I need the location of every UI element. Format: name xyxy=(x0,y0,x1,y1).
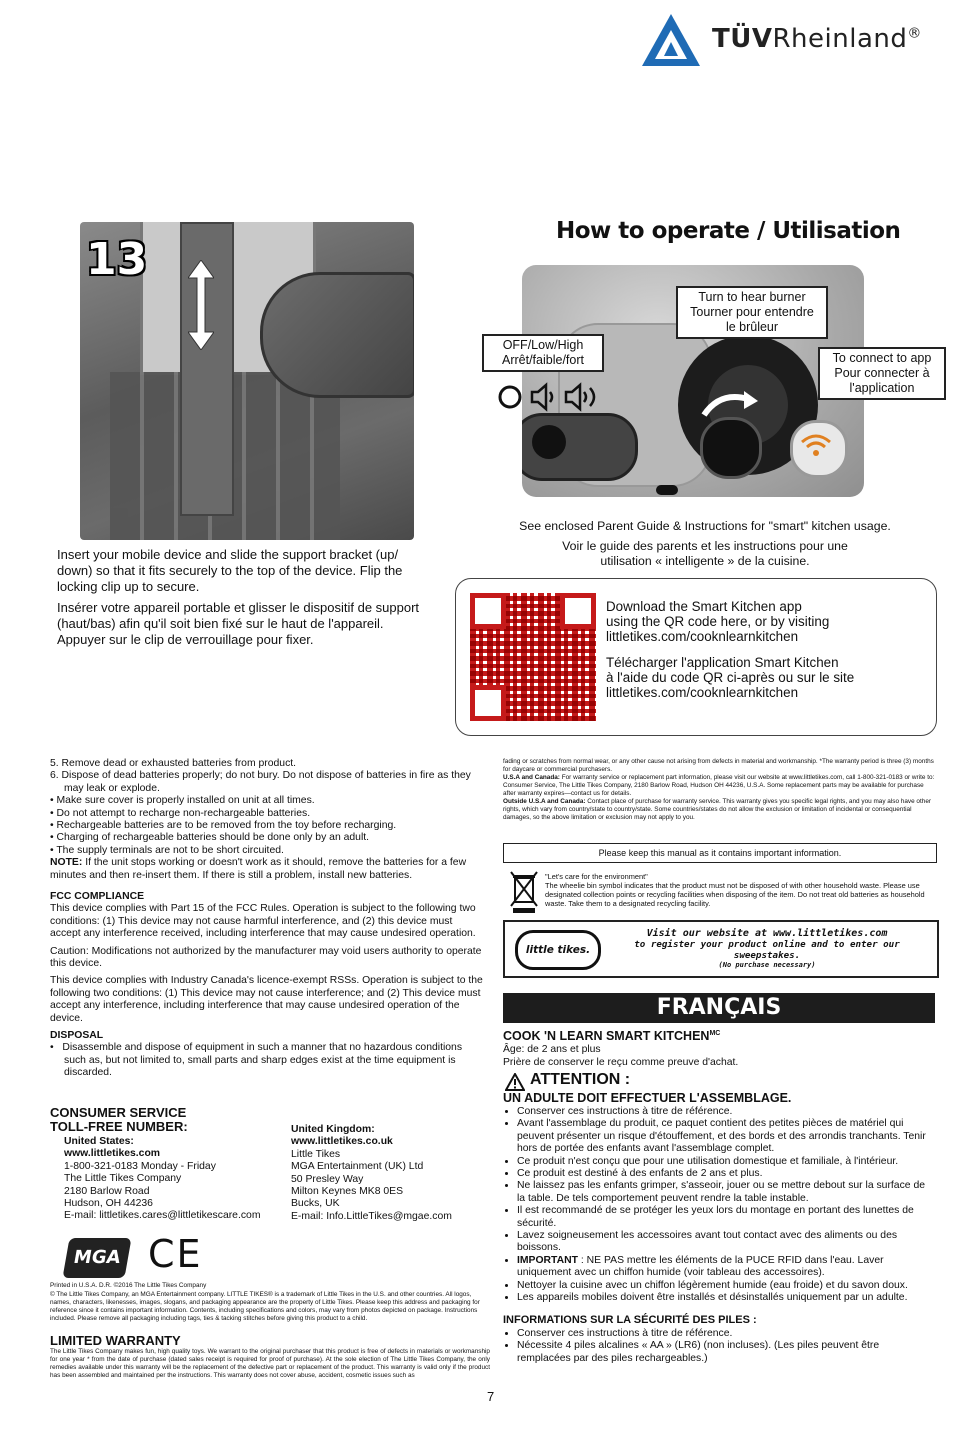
uk-line: 50 Presley Way xyxy=(291,1173,364,1185)
zoom-detail xyxy=(260,272,414,398)
up-down-arrow-icon xyxy=(188,260,214,350)
qr-text-en: Download the Smart Kitchen app using the QR code here, or by visiting littletikes.com/cooknlearnkitchen xyxy=(606,599,830,644)
disposal-text: • Disassemble and dispose of equipment in such a manner that no hazardous conditions such as, but not limited to, small parts and sharp edges exist at the time equipment is discarded. xyxy=(50,1042,463,1079)
qr-text-fr: Télécharger l'application Smart Kitchen à l'aide du code QR ci-après ou sur le site littletikes.com/cooknlearnkitchen xyxy=(606,655,855,700)
fr-item: • Ne laissez pas les enfants grimper, s'asseoir, jouer ou se mettre debout sur la surface de la table. De tels comportement peuvent rendre la table instable. xyxy=(517,1180,935,1205)
caution-text: Caution: Modifications not authorized by the manufacturer may void users authority to operate this device. xyxy=(50,945,482,970)
operate-caption-en: See enclosed Parent Guide & Instructions for "smart" kitchen usage. xyxy=(519,519,891,533)
uk-heading: United Kingdom: xyxy=(291,1124,375,1135)
fcc-section xyxy=(50,891,484,1080)
uk-line: Little Tikes xyxy=(291,1148,341,1160)
fr-battery-list xyxy=(503,1328,935,1365)
battery-item: • Do not attempt to recharge non-rechargeable batteries. xyxy=(50,807,311,819)
warranty-heading: LIMITED WARRANTY xyxy=(50,1333,181,1348)
mga-text: MGA xyxy=(71,1247,123,1268)
tuv-triangle-icon xyxy=(640,12,702,68)
step-photo xyxy=(80,222,414,540)
us-email[interactable]: E-mail: littletikes.cares@littletikescare.com xyxy=(64,1210,261,1222)
fr-item: • Lavez soigneusement les accessoires avant tout contact avec des aliments ou des boissons. xyxy=(517,1230,935,1255)
battery-item: • Make sure cover is properly installed on unit at all times. xyxy=(50,795,315,807)
keep-manual-text: Please keep this manual as it contains important information. xyxy=(598,848,842,858)
attention-heading: ATTENTION : xyxy=(530,1071,631,1088)
qr-code[interactable] xyxy=(470,593,596,721)
us-contact xyxy=(64,1136,284,1223)
step-text-en: Insert your mobile device and slide the support bracket (up/ down) so that it fits securely to the top of the device. Flip the locking clip up to secure. xyxy=(57,547,403,594)
fr-item: • Avant l'assemblage du produit, ce paquet contient des petites pièces de matériel qui peuvent présenter un risque d'étouffement, et des bords et des arrondis tranchants. Tenir hors de portée des enfants avant l'assemblage complet. xyxy=(517,1118,935,1155)
usa-canada: U.S.A and Canada: For warranty service or replacement part information, please visit our website at www.littletikes.com, call 1-800-321-0183 or write to: Consumer Service, The Little Tikes Company, 2180 Barlow Road, Hudson OH 44236, U.S.A. Some replacement parts may be available for purchase after warranty expires—contact us for details. xyxy=(503,774,935,797)
qr-box xyxy=(455,578,937,736)
mc-mark: MC xyxy=(709,1029,721,1037)
fr-item: • Il est recommandé de se protéger les yeux lors du montage en portant des lunettes de sécurité. xyxy=(517,1205,935,1230)
register-box xyxy=(503,920,939,978)
disposal-heading: DISPOSAL xyxy=(50,1030,104,1042)
env-title: "Let's care for the environment" xyxy=(545,872,648,881)
fr-item: • Ce produit n'est conçu que pour une utilisation domestique et familiale, à l'intérieur. xyxy=(517,1156,935,1168)
outside-usa: Outside U.S.A and Canada: Contact place of purchase for warranty service. This warranty gives you specific legal rights, and you may also have other rights, which vary from country/state to country/state. Some countries/states do not allow the exclusion or limitation of incidental or consequential damages, so the above limitation or exclusion may not apply to you. xyxy=(503,798,931,821)
callout-mode: OFF/Low/High Arrêt/faible/fort xyxy=(482,334,604,372)
step-text-fr: Insérer votre appareil portable et glisser le dispositif de support (haut/bas) afin qu'il soit bien fixé sur le haut de l'appareil. Appuyer sur le clip de verrouillage pour fixer. xyxy=(57,600,420,647)
fr-battery-item: • Conserver ces instructions à titre de référence. xyxy=(517,1328,935,1340)
battery-item: • The supply terminals are not to be short circuited. xyxy=(50,844,284,856)
fr-item: • Nettoyer la cuisine avec un chiffon légèrement humide (eau froide) et du savon doux. xyxy=(517,1280,935,1292)
callout-app: To connect to app Pour connecter à l'application xyxy=(818,347,946,400)
visit-text xyxy=(605,928,929,969)
warranty-text: The Little Tikes Company makes fun, high quality toys. We warrant to the original purchaser that this product is free of defects in materials or workmanship for one year * from the date of purchase (dated sales receipt is required for proof of purchase). At the sole election of The Little Tikes Company, the only remedies available under this warranty will be the replacement of the defective part or replacement of the product. This warranty is valid only if the product has been assembled and maintained per the instructions. This warranty does not cover abuse, accident, cosmetic issues such as xyxy=(50,1348,490,1379)
battery-item: • Charging of rechargeable batteries should be done only by an adult. xyxy=(50,832,370,844)
step-number: 13 xyxy=(86,234,148,285)
warning-triangle-icon xyxy=(505,1073,525,1091)
mga-logo xyxy=(62,1238,131,1278)
curved-arrow-icon xyxy=(700,389,760,419)
tollfree-heading: TOLL-FREE NUMBER: xyxy=(50,1119,188,1134)
uk-line: Milton Keynes MK8 0ES xyxy=(291,1186,404,1198)
uk-contact xyxy=(291,1124,491,1223)
page-number: 7 xyxy=(487,1389,495,1404)
little-tikes-logo xyxy=(515,930,601,970)
knob xyxy=(700,417,762,479)
keep-manual-box xyxy=(503,843,937,863)
fr-item: • Les appareils mobiles doivent être installés et désinstallés uniquement par un adulte. xyxy=(517,1292,935,1304)
age-line: Âge: de 2 ans et plus xyxy=(503,1044,601,1055)
tuv-reg-mark: ® xyxy=(907,25,922,42)
fr-warning-list xyxy=(503,1106,935,1305)
visit-line: Visit our website at www.littletikes.com xyxy=(646,928,888,939)
operate-caption-fr: Voir le guide des parents et les instructions pour une utilisation « intelligente » de la cuisine. xyxy=(562,539,848,568)
legal-text: © The Little Tikes Company, an MGA Entertainment company. LITTLE TIKES® is a trademark of Little Tikes in the U.S. and other countries. All logos, names, characters, likenesses, images, slogans, and packaging appearance are the property of Little Tikes. Please keep this address and packaging for reference since it contains important information. Contents, including specifications and colors, may vary from photos depicted on package. Instructions included. Please remove all packaging including tags, ties & tacking stitches before giving this product to a child. xyxy=(50,1291,480,1322)
fr-item-important: • IMPORTANT : NE PAS mettre les éléments de la PUCE RFID dans l'eau. Laver uniquement avec un chiffon humide (voir tableau des accessoires). xyxy=(517,1255,935,1280)
product-title xyxy=(503,1029,720,1043)
little-tikes-text: little tikes. xyxy=(525,944,591,956)
uk-website[interactable]: www.littletikes.co.uk xyxy=(291,1136,393,1148)
warranty-continued xyxy=(503,758,937,822)
env-body: The wheelie bin symbol indicates that the product must not be disposed of with other household waste. Please use designated collection points or recycling facilities when disposing of the item. Do not treat old batteries as household waste. Take them to a designated recycling facility. xyxy=(545,881,925,908)
fr-battery-item: • Nécessite 4 piles alcalines « AA » (LR6) (non incluses). (Les piles peuvent être remplacées par des piles rechargeables.) xyxy=(517,1340,935,1365)
us-heading: United States: xyxy=(64,1136,134,1147)
battery-item-5: 5. Remove dead or exhausted batteries from product. xyxy=(50,758,297,769)
uk-line: MGA Entertainment (UK) Ltd xyxy=(291,1161,424,1173)
battery-list-en xyxy=(50,758,484,882)
uk-line: Bucks, UK xyxy=(291,1198,340,1210)
us-line: The Little Tikes Company xyxy=(64,1173,182,1185)
battery-item: • Rechargeable batteries are to be removed from the toy before recharging. xyxy=(50,820,397,832)
francais-title: FRANÇAIS xyxy=(656,995,782,1020)
us-phone: 1-800-321-0183 Monday - Friday xyxy=(64,1160,216,1172)
warranty-cont-text: fading or scratches from normal wear, or any other cause not arising from defects in material and workmanship. *The warranty period is three (3) months for daycare or commercial purchasers. xyxy=(503,758,934,773)
tuv-regular: Rheinland xyxy=(772,24,908,54)
canada-text: This device complies with Industry Canada's licence-exempt RSSs. Operation is subject to the following two conditions: (1) This device may not cause interference; and (2) This device must accept any interference, including interference that may cause undesired operation of the device. xyxy=(50,975,483,1024)
mode-icons xyxy=(498,382,602,412)
tuv-logo xyxy=(640,10,952,70)
us-line: Hudson, OH 44236 xyxy=(64,1198,153,1210)
environment-text xyxy=(545,872,935,908)
visit-line: to register your product online and to enter our sweepstakes. xyxy=(634,939,900,961)
visit-line: (No purchase necessary) xyxy=(718,961,816,969)
battery-item-6: 6. Dispose of dead batteries properly; do not bury. Do not dispose of batteries in fire as they may leak or explode. xyxy=(50,770,471,794)
us-website[interactable]: www.littletikes.com xyxy=(64,1148,161,1160)
tuv-bold: TÜV xyxy=(712,24,773,54)
fr-battery-heading: INFORMATIONS SUR LA SÉCURITÉ DES PILES : xyxy=(503,1314,757,1326)
wifi-icon xyxy=(800,430,832,460)
product-title-text: COOK 'N LEARN SMART KITCHEN xyxy=(503,1029,710,1043)
fr-item: • Conserver ces instructions à titre de référence. xyxy=(517,1106,935,1118)
fcc-text: This device complies with Part 15 of the FCC Rules. Operation is subject to the following two conditions: (1) This device may not cause harmful interference, and (2) this device must accept any interference received, including interference that may cause undesired operation. xyxy=(50,903,476,940)
wheelie-bin-icon xyxy=(509,870,539,914)
adult-heading: UN ADULTE DOIT EFFECTUER L'ASSEMBLAGE. xyxy=(503,1091,792,1105)
us-line: 2180 Barlow Road xyxy=(64,1185,150,1197)
ce-mark: CE xyxy=(148,1232,203,1276)
fr-item: • Ce produit est destiné à des enfants de 2 ans et plus. xyxy=(517,1168,935,1180)
operate-heading: How to operate / Utilisation xyxy=(556,218,901,244)
francais-bar xyxy=(503,993,935,1023)
uk-email[interactable]: E-mail: Info.LittleTikes@mgae.com xyxy=(291,1210,452,1222)
cs-heading: CONSUMER SERVICE xyxy=(50,1105,187,1120)
fcc-heading: FCC COMPLIANCE xyxy=(50,891,145,902)
printed-line: Printed in U.S.A. D.R. ©2016 The Little Tikes Company xyxy=(50,1282,207,1289)
note: NOTE: If the unit stops working or doesn't work as it should, remove the batteries for a few minutes and then re-insert them. If there is still a problem, install new batteries. xyxy=(50,857,467,881)
receipt-line: Prière de conserver le reçu comme preuve d'achat. xyxy=(503,1057,739,1068)
callout-burner: Turn to hear burner Tourner pour entendre le brûleur xyxy=(676,286,828,339)
